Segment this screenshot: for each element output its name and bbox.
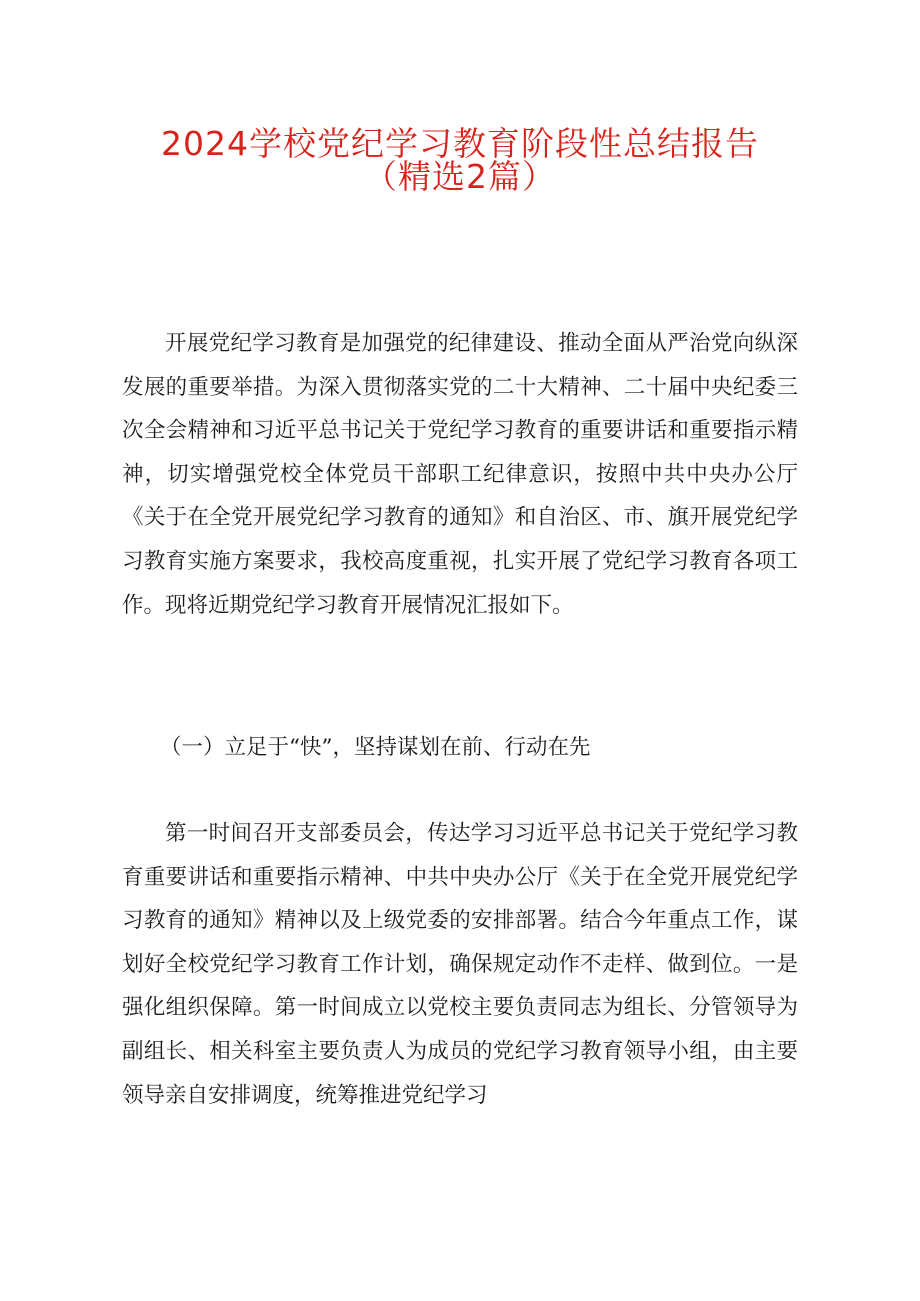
intro-paragraph: 开展党纪学习教育是加强党的纪律建设、推动全面从严治党向纵深发展的重要举措。为深入贯彻落实党的二十大精神、二十届中央纪委三次全会精神和习近平总书记关于党纪学习教育的重要讲话和重要指示精神，切实增强党校全体党员干部职工纪律意识，按照中共中央办公厅《关于在全党开展党纪学习教育的通知》和自治区、市、旗开展党纪学习教育实施方案要求，我校高度重视，扎实开展了党纪学习教育各项工作。现将近期党纪学习教育开展情况汇报如下。 (122, 331, 798, 618)
document-subtitle: （精选2篇） (364, 157, 556, 196)
body-paragraph: 第一时间召开支部委员会，传达学习习近平总书记关于党纪学习教育重要讲话和重要指示精神、中共中央办公厅《关于在全党开展党纪学习教育的通知》精神以及上级党委的安排部署。结合今年重点工作，谋划好全校党纪学习教育工作计划，确保规定动作不走样、做到位。一是强化组织保障。第一时间成立以党校主要负责同志为组长、分管领导为副组长、相关科室主要负责人为成员的党纪学习教育领导小组，由主要领导亲自安排调度，统筹推进党纪学习 (122, 821, 798, 1108)
section-heading: （一）立足于“快”，坚持谋划在前、行动在先 (160, 735, 591, 760)
document-title: 2024学校党纪学习教育阶段性总结报告 (161, 124, 759, 163)
